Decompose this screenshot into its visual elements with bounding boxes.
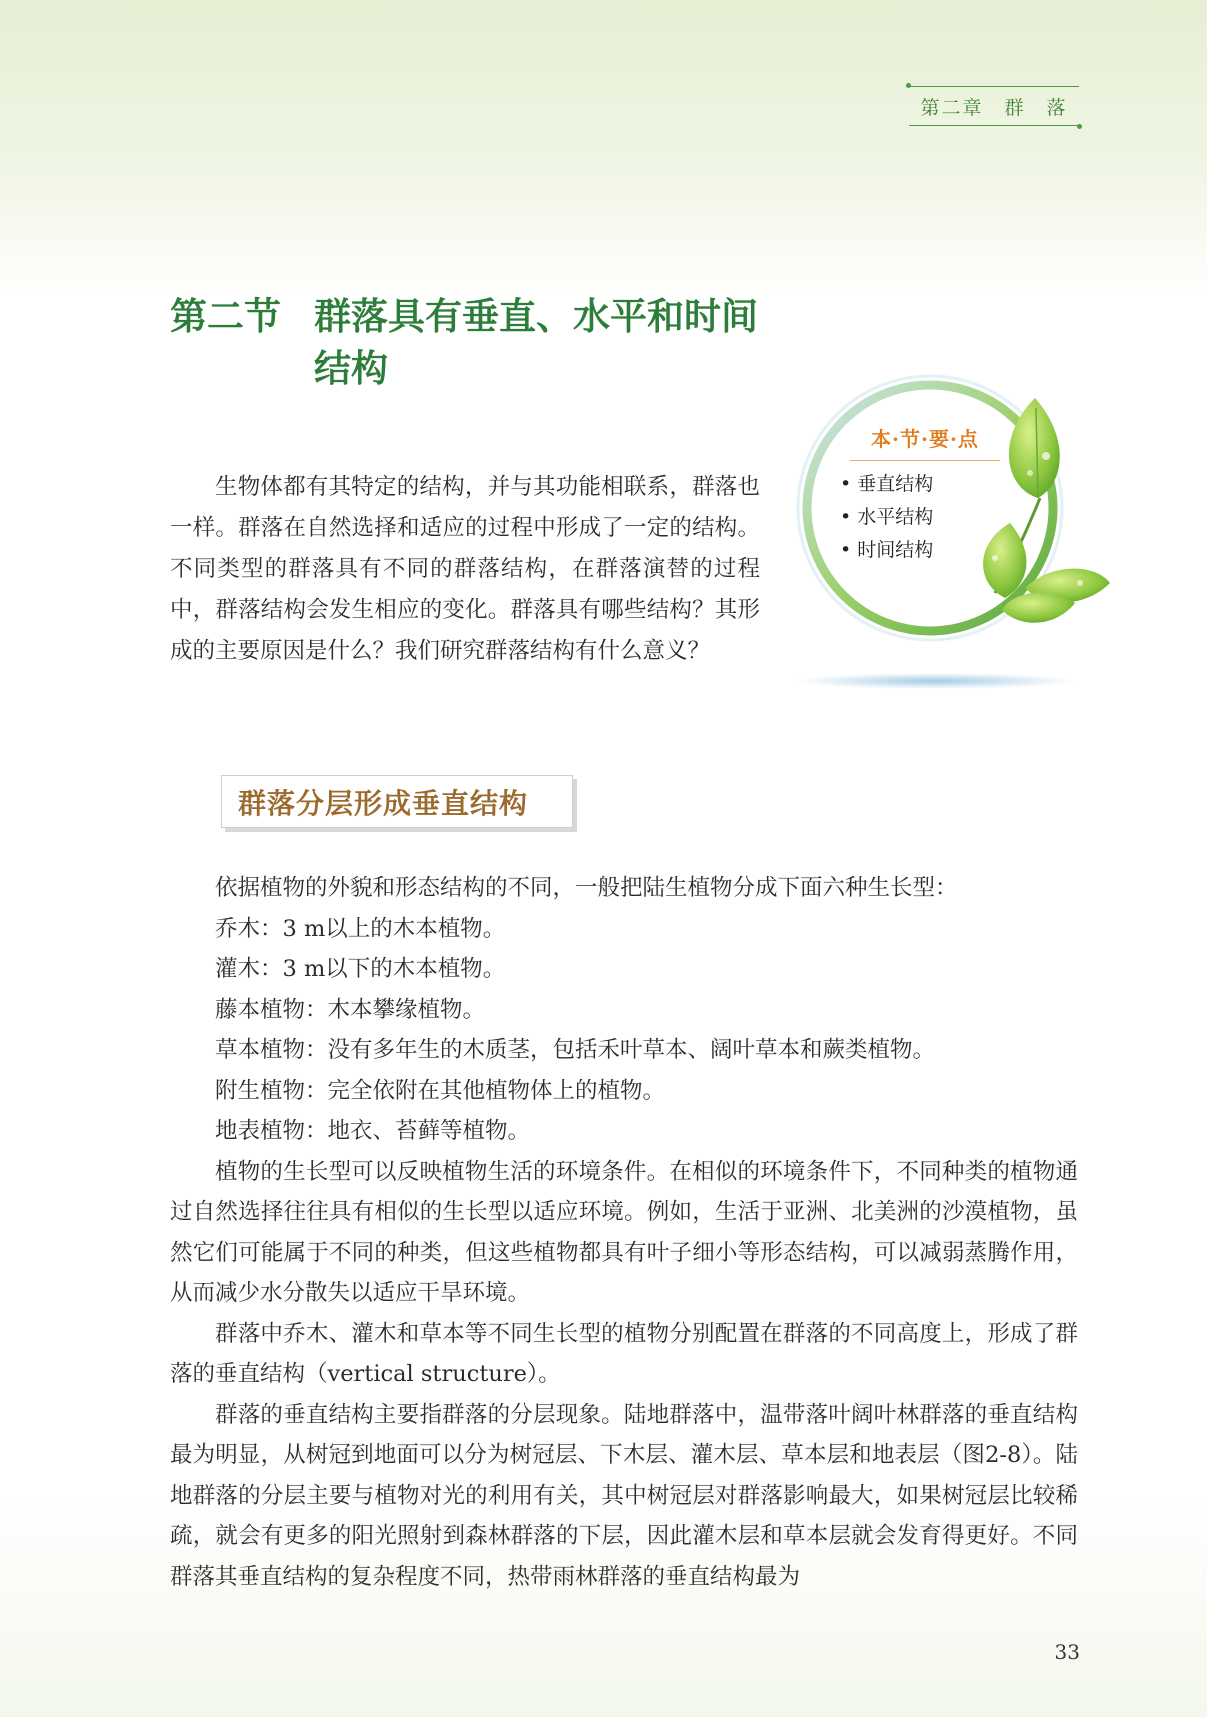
section-number: 第二节 [170, 294, 281, 338]
chapter-label: 第二章 群 落 [920, 96, 1068, 119]
body-paragraph: 藤本植物：木本攀缘植物。 [215, 996, 486, 1023]
body-paragraph: 群落中乔木、灌木和草本等不同生长型的植物分别配置在群落的不同高度上，形成了群落的垂直结构（vertical structure）。 [170, 1320, 1078, 1387]
key-points-panel [790, 348, 1140, 698]
body-text [170, 868, 1078, 1597]
key-points-title: 本·节·要·点 [850, 423, 1000, 461]
chapter-header [909, 86, 1079, 126]
body-paragraph: 草本植物：没有多年生的木质茎，包括禾叶草本、阔叶草本和蕨类植物。 [215, 1037, 936, 1063]
page-number: 33 [1054, 1640, 1080, 1664]
key-point-item: • 时间结构 [840, 534, 933, 567]
intro-paragraph-block [170, 467, 760, 672]
body-paragraph: 地表植物：地衣、苔藓等植物。 [215, 1118, 531, 1144]
section-title-line2: 结构 [314, 346, 388, 390]
body-paragraph: 依据植物的外貌和形态结构的不同，一般把陆生植物分成下面六种生长型： [215, 875, 958, 901]
body-paragraph: 群落的垂直结构主要指群落的分层现象。陆地群落中，温带落叶阔叶林群落的垂直结构最为明显，从树冠到地面可以分为树冠层、下木层、灌木层、草本层和地表层（图2-8）。陆地群落的分层主要与植物对光的利用有关，其中树冠层对群落影响最大，如果树冠层比较稀疏，就会有更多的阳光照射到森林群落的下层，因此灌木层和草本层就会发育得更好。不同群落其垂直结构的复杂程度不同，热带雨林群落的垂直结构最为 [170, 1401, 1078, 1590]
body-paragraph: 乔木：3 m以上的木本植物。 [215, 915, 506, 942]
key-point-item: • 水平结构 [840, 501, 933, 534]
body-paragraph: 附生植物：完全依附在其他植物体上的植物。 [215, 1077, 666, 1104]
key-points-list [840, 468, 933, 567]
section-title-line1: 群落具有垂直、水平和时间 [314, 294, 758, 338]
key-point-item: • 垂直结构 [840, 468, 933, 501]
subsection-title-box [221, 775, 573, 828]
subsection-title: 群落分层形成垂直结构 [238, 786, 529, 820]
body-paragraph: 植物的生长型可以反映植物生活的环境条件。在相似的环境条件下，不同种类的植物通过自然选择往往具有相似的生长型以适应环境。例如，生活于亚洲、北美洲的沙漠植物，虽然它们可能属于不同的种类，但这些植物都具有叶子细小等形态结构，可以减弱蒸腾作用，从而减少水分散失以适应干旱环境。 [170, 1158, 1078, 1306]
intro-paragraph: 生物体都有其特定的结构，并与其功能相联系，群落也一样。群落在自然选择和适应的过程中形成了一定的结构。不同类型的群落具有不同的群落结构，在群落演替的过程中，群落结构会发生相应的变化。群落具有哪些结构？其形成的主要原因是什么？我们研究群落结构有什么意义？ [170, 474, 760, 664]
body-paragraph: 灌木：3 m以下的木本植物。 [215, 956, 506, 982]
